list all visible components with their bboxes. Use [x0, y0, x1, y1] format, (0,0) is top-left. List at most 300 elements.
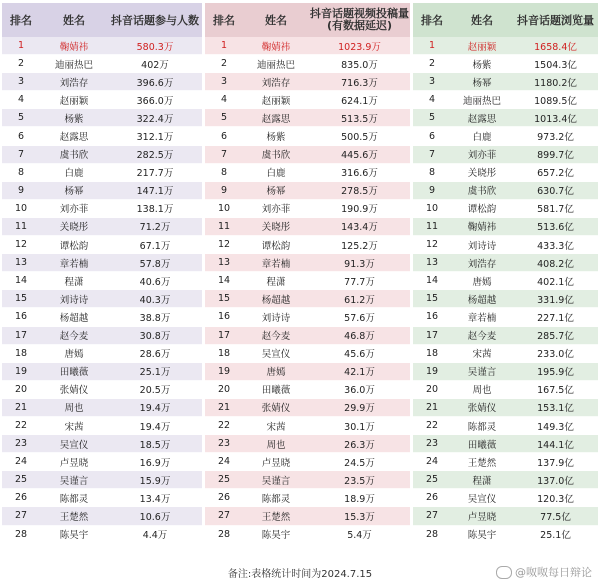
value-cell: 19.4万: [139, 421, 171, 433]
rank-cell: 3: [220, 76, 228, 88]
name-cell: 吴谨言: [59, 475, 89, 487]
name-cell: 程潇: [64, 276, 84, 288]
table-row: [413, 417, 598, 435]
table-body: [2, 37, 202, 544]
value-cell: 322.4万: [136, 113, 174, 125]
value-header: 抖音话题浏览量: [517, 14, 594, 27]
value-cell: 1013.4亿: [534, 113, 577, 125]
name-cell: 周也: [472, 385, 492, 397]
rank-cell: 16: [217, 311, 231, 323]
table-row: [2, 164, 202, 182]
name-cell: 章若楠: [261, 258, 291, 270]
rank-cell: 1: [428, 40, 436, 52]
value-cell: 233.0亿: [537, 349, 574, 361]
table-row: [205, 109, 410, 127]
rank-cell: 24: [217, 456, 231, 468]
table-header: [413, 3, 598, 37]
name-cell: 赵丽颖: [261, 95, 291, 107]
rank-cell: 2: [428, 58, 436, 70]
name-cell: 唐嫣: [266, 367, 286, 379]
rank-cell: 18: [14, 347, 28, 359]
table-row: [413, 471, 598, 489]
value-cell: 77.7万: [344, 276, 375, 288]
table-row: [2, 146, 202, 164]
name-cell: 唐嫣: [64, 349, 84, 361]
value-cell: 167.5亿: [537, 385, 574, 397]
value-cell: 513.5万: [341, 113, 378, 125]
table-row: [413, 308, 598, 326]
value-cell: 15.3万: [344, 511, 375, 523]
value-cell: 15.9万: [139, 475, 171, 487]
name-cell: 杨超越: [59, 312, 89, 324]
name-cell: 吴宣仪: [59, 439, 89, 451]
rank-cell: 6: [17, 130, 25, 142]
table-row: [2, 417, 202, 435]
table-row: [2, 308, 202, 326]
value-cell: 227.1亿: [537, 312, 574, 324]
name-cell: 虞书欣: [59, 150, 89, 162]
value-header-sub: (有数据延迟): [326, 19, 393, 32]
rank-cell: 19: [425, 365, 439, 377]
value-cell: 16.9万: [139, 457, 171, 469]
value-cell: 28.6万: [139, 349, 171, 361]
value-cell: 57.8万: [139, 258, 171, 270]
name-cell: 田曦薇: [261, 385, 291, 397]
rank-cell: 15: [14, 293, 28, 305]
value-cell: 138.1万: [136, 204, 174, 216]
name-cell: 赵露思: [467, 113, 497, 125]
table-row: [413, 526, 598, 544]
table-row: [205, 345, 410, 363]
value-cell: 331.9亿: [537, 294, 574, 306]
name-cell: 刘诗诗: [467, 240, 497, 252]
name-cell: 关晓彤: [261, 222, 291, 234]
table-row: [413, 345, 598, 363]
value-cell: 137.9亿: [537, 457, 574, 469]
rank-cell: 28: [217, 528, 231, 540]
rank-cell: 24: [425, 456, 439, 468]
rank-cell: 22: [217, 420, 231, 432]
table-row: [2, 254, 202, 272]
rank-cell: 23: [14, 438, 28, 450]
table-row: [413, 363, 598, 381]
table-row: [205, 526, 410, 544]
table-row: [205, 417, 410, 435]
value-cell: 45.6万: [344, 349, 375, 361]
name-cell: 陈昊宇: [261, 530, 291, 542]
weibo-icon: [496, 566, 512, 579]
value-cell: 402.1亿: [537, 276, 574, 288]
name-cell: 刘浩存: [467, 258, 497, 270]
value-header: [309, 3, 410, 37]
table-row: [205, 254, 410, 272]
name-cell: 程潇: [266, 276, 286, 288]
table-row: [2, 182, 202, 200]
name-header: 姓名: [265, 14, 287, 27]
rank-cell: 10: [425, 202, 439, 214]
table-row: [205, 435, 410, 453]
rank-cell: 23: [217, 438, 231, 450]
name-cell: 张婧仪: [261, 403, 291, 415]
value-cell: 23.5万: [344, 475, 375, 487]
value-cell: 899.7亿: [537, 150, 574, 162]
rank-cell: 13: [217, 257, 231, 269]
rank-cell: 4: [220, 94, 228, 106]
rank-cell: 7: [428, 148, 436, 160]
name-cell: 白鹿: [64, 168, 84, 180]
watermark: [496, 562, 592, 582]
name-cell: 赵丽颖: [59, 95, 89, 107]
table-body: [413, 37, 598, 544]
table-row: [2, 91, 202, 109]
table-row: [2, 471, 202, 489]
rank-cell: 26: [425, 492, 439, 504]
table-row: [205, 290, 410, 308]
name-cell: 陈都灵: [59, 493, 89, 505]
name-cell: 卢昱晓: [467, 511, 497, 523]
rank-cell: 12: [425, 239, 439, 251]
rank-cell: 27: [14, 510, 28, 522]
value-cell: 433.3亿: [537, 240, 574, 252]
value-cell: 10.6万: [139, 511, 171, 523]
value-cell: 316.6万: [341, 168, 378, 180]
rank-cell: 24: [14, 456, 28, 468]
value-header-main: 抖音话题视频投稿量: [310, 7, 409, 20]
name-cell: 杨紫: [472, 59, 492, 71]
name-cell: 虞书欣: [467, 186, 497, 198]
rank-cell: 8: [220, 166, 228, 178]
table-row: [205, 182, 410, 200]
table-header: [2, 3, 202, 37]
rank-cell: 15: [217, 293, 231, 305]
rank-cell: 17: [425, 329, 439, 341]
value-cell: 36.0万: [344, 385, 375, 397]
rank-cell: 19: [217, 365, 231, 377]
table-row: [413, 327, 598, 345]
name-cell: 杨紫: [64, 113, 84, 125]
table-row: [205, 73, 410, 91]
rank-cell: 17: [217, 329, 231, 341]
rank-cell: 25: [14, 474, 28, 486]
name-cell: 赵露思: [261, 113, 291, 125]
name-cell: 白鹿: [472, 132, 492, 144]
rank-cell: 6: [220, 130, 228, 142]
table-row: [413, 254, 598, 272]
rank-cell: 14: [217, 275, 231, 287]
name-cell: 杨幂: [64, 186, 84, 198]
name-cell: 鞠婧祎: [261, 41, 291, 53]
table-row: [205, 200, 410, 218]
rank-cell: 3: [17, 76, 25, 88]
table-row: [2, 345, 202, 363]
value-cell: 18.5万: [139, 439, 171, 451]
value-cell: 581.7亿: [537, 204, 574, 216]
value-cell: 18.9万: [344, 493, 375, 505]
value-cell: 25.1亿: [540, 530, 571, 542]
table-row: [413, 507, 598, 525]
value-cell: 77.5亿: [540, 511, 571, 523]
rank-cell: 27: [425, 510, 439, 522]
table-row: [2, 435, 202, 453]
participants-table: [2, 3, 202, 544]
table-row: [413, 272, 598, 290]
value-cell: 835.0万: [341, 59, 378, 71]
name-cell: 刘浩存: [59, 77, 89, 89]
rank-cell: 21: [217, 401, 231, 413]
name-cell: 关晓彤: [467, 168, 497, 180]
rank-header: 排名: [421, 14, 443, 27]
rank-cell: 4: [428, 94, 436, 106]
table-row: [413, 290, 598, 308]
rank-cell: 16: [425, 311, 439, 323]
table-row: [413, 109, 598, 127]
rank-cell: 15: [425, 293, 439, 305]
table-row: [2, 127, 202, 145]
value-cell: 20.5万: [139, 385, 171, 397]
name-cell: 刘诗诗: [59, 294, 89, 306]
rank-cell: 1: [17, 40, 25, 52]
rank-cell: 11: [217, 220, 231, 232]
rank-cell: 22: [14, 420, 28, 432]
table-row: [2, 381, 202, 399]
rank-header: 排名: [10, 14, 32, 27]
value-cell: 1504.3亿: [534, 59, 577, 71]
rank-cell: 14: [14, 275, 28, 287]
rank-cell: 12: [14, 239, 28, 251]
table-row: [205, 363, 410, 381]
rank-cell: 23: [425, 438, 439, 450]
rank-cell: 11: [425, 220, 439, 232]
rank-cell: 20: [217, 383, 231, 395]
rank-cell: 3: [428, 76, 436, 88]
rank-cell: 9: [17, 184, 25, 196]
table-row: [205, 218, 410, 236]
name-cell: 程潇: [472, 475, 492, 487]
value-cell: 61.2万: [344, 294, 375, 306]
table-row: [205, 91, 410, 109]
table-row: [413, 218, 598, 236]
rank-cell: 5: [17, 112, 25, 124]
rank-cell: 18: [217, 347, 231, 359]
rank-cell: 26: [217, 492, 231, 504]
name-cell: 谭松韵: [467, 204, 497, 216]
name-cell: 刘浩存: [261, 77, 291, 89]
name-cell: 章若楠: [467, 312, 497, 324]
value-cell: 1658.4亿: [534, 41, 577, 53]
name-cell: 白鹿: [266, 168, 286, 180]
name-cell: 虞书欣: [261, 150, 291, 162]
name-cell: 王楚然: [467, 457, 497, 469]
name-cell: 陈昊宇: [467, 530, 497, 542]
value-cell: 40.3万: [139, 294, 171, 306]
table-row: [413, 91, 598, 109]
value-cell: 500.5万: [341, 132, 378, 144]
table-row: [2, 327, 202, 345]
rank-cell: 10: [14, 202, 28, 214]
table-row: [205, 381, 410, 399]
rank-cell: 22: [425, 420, 439, 432]
rank-cell: 16: [14, 311, 28, 323]
rank-cell: 14: [425, 275, 439, 287]
table-row: [413, 73, 598, 91]
value-cell: 973.2亿: [537, 132, 574, 144]
value-cell: 1089.5亿: [534, 95, 577, 107]
table-row: [2, 55, 202, 73]
table-row: [413, 164, 598, 182]
value-cell: 580.3万: [136, 41, 174, 53]
value-cell: 312.1万: [136, 132, 174, 144]
rank-cell: 21: [14, 401, 28, 413]
name-cell: 宋茜: [266, 421, 286, 433]
name-cell: 吴谨言: [467, 367, 497, 379]
table-row: [205, 127, 410, 145]
value-cell: 38.8万: [139, 312, 171, 324]
rank-cell: 6: [428, 130, 436, 142]
name-cell: 卢昱晓: [59, 457, 89, 469]
name-cell: 杨超越: [467, 294, 497, 306]
table-row: [205, 146, 410, 164]
table-row: [205, 489, 410, 507]
value-cell: 19.4万: [139, 403, 171, 415]
rank-cell: 18: [425, 347, 439, 359]
value-cell: 5.4万: [347, 530, 372, 542]
table-row: [2, 290, 202, 308]
name-cell: 刘诗诗: [261, 312, 291, 324]
table-row: [413, 200, 598, 218]
value-cell: 153.1亿: [537, 403, 574, 415]
table-row: [2, 73, 202, 91]
name-cell: 吴宣仪: [467, 493, 497, 505]
value-cell: 1180.2亿: [534, 77, 577, 89]
name-cell: 迪丽热巴: [54, 59, 93, 71]
rank-cell: 19: [14, 365, 28, 377]
value-cell: 143.4万: [341, 222, 378, 234]
table-row: [413, 236, 598, 254]
rank-cell: 2: [220, 58, 228, 70]
table-row: [205, 507, 410, 525]
rank-cell: 9: [220, 184, 228, 196]
table-header: [205, 3, 410, 37]
rank-cell: 27: [217, 510, 231, 522]
value-cell: 217.7万: [136, 168, 174, 180]
table-row: [413, 182, 598, 200]
name-cell: 谭松韵: [261, 240, 291, 252]
rank-cell: 4: [17, 94, 25, 106]
value-cell: 57.6万: [344, 312, 375, 324]
value-cell: 445.6万: [341, 150, 378, 162]
value-cell: 147.1万: [136, 186, 174, 198]
value-cell: 91.3万: [344, 258, 375, 270]
name-cell: 宋茜: [472, 349, 492, 361]
name-cell: 吴宣仪: [261, 349, 291, 361]
rank-cell: 21: [425, 401, 439, 413]
name-cell: 杨幂: [472, 77, 492, 89]
value-cell: 624.1万: [341, 95, 378, 107]
name-cell: 陈昊宇: [59, 530, 89, 542]
value-cell: 630.7亿: [537, 186, 574, 198]
table-row: [2, 363, 202, 381]
name-cell: 杨超越: [261, 294, 291, 306]
rank-cell: 10: [217, 202, 231, 214]
value-cell: 67.1万: [139, 240, 171, 252]
rank-cell: 13: [14, 257, 28, 269]
table-row: [2, 453, 202, 471]
name-cell: 唐嫣: [472, 276, 492, 288]
rankings-image: [2, 0, 598, 584]
value-cell: 366.0万: [136, 95, 174, 107]
value-cell: 26.3万: [344, 439, 375, 451]
rank-cell: 13: [425, 257, 439, 269]
value-cell: 13.4万: [139, 493, 171, 505]
value-cell: 24.5万: [344, 457, 375, 469]
value-cell: 46.8万: [344, 331, 375, 343]
table-row: [205, 37, 410, 55]
table-row: [205, 272, 410, 290]
rank-cell: 2: [17, 58, 25, 70]
value-cell: 42.1万: [344, 367, 375, 379]
table-row: [2, 218, 202, 236]
name-header: 姓名: [63, 14, 85, 27]
name-cell: 杨紫: [266, 132, 286, 144]
rank-cell: 1: [220, 40, 228, 52]
table-row: [413, 399, 598, 417]
rank-cell: 7: [17, 148, 25, 160]
name-cell: 迪丽热巴: [256, 59, 295, 71]
value-cell: 285.7亿: [537, 331, 574, 343]
views-table: [413, 3, 598, 544]
name-cell: 赵今麦: [467, 331, 497, 343]
value-cell: 137.0亿: [537, 475, 574, 487]
rank-cell: 7: [220, 148, 228, 160]
table-row: [2, 109, 202, 127]
table-row: [205, 453, 410, 471]
name-cell: 卢昱晓: [261, 457, 291, 469]
table-row: [2, 526, 202, 544]
value-cell: 144.1亿: [537, 439, 574, 451]
name-cell: 田曦薇: [59, 367, 89, 379]
rank-cell: 9: [428, 184, 436, 196]
name-cell: 鞠婧祎: [467, 222, 497, 234]
rank-cell: 20: [14, 383, 28, 395]
table-row: [2, 507, 202, 525]
name-cell: 关晓彤: [59, 222, 89, 234]
value-cell: 4.4万: [142, 530, 168, 542]
table-row: [2, 37, 202, 55]
table-row: [413, 381, 598, 399]
name-cell: 赵今麦: [261, 331, 291, 343]
name-cell: 赵露思: [59, 132, 89, 144]
name-cell: 田曦薇: [467, 439, 497, 451]
value-cell: 190.9万: [341, 204, 378, 216]
name-cell: 王楚然: [59, 511, 89, 523]
value-cell: 120.3亿: [537, 493, 574, 505]
table-row: [413, 489, 598, 507]
value-cell: 402万: [141, 59, 169, 71]
rank-cell: 5: [428, 112, 436, 124]
value-cell: 716.3万: [341, 77, 378, 89]
value-header: 抖音话题参与人数: [111, 14, 199, 27]
name-cell: 刘亦菲: [261, 204, 291, 216]
rank-cell: 25: [217, 474, 231, 486]
value-cell: 30.1万: [344, 421, 375, 433]
table-row: [413, 435, 598, 453]
value-cell: 195.9亿: [537, 367, 574, 379]
name-cell: 章若楠: [59, 258, 89, 270]
rank-cell: 25: [425, 474, 439, 486]
name-cell: 王楚然: [261, 511, 291, 523]
table-row: [2, 200, 202, 218]
name-cell: 赵丽颖: [467, 41, 497, 53]
